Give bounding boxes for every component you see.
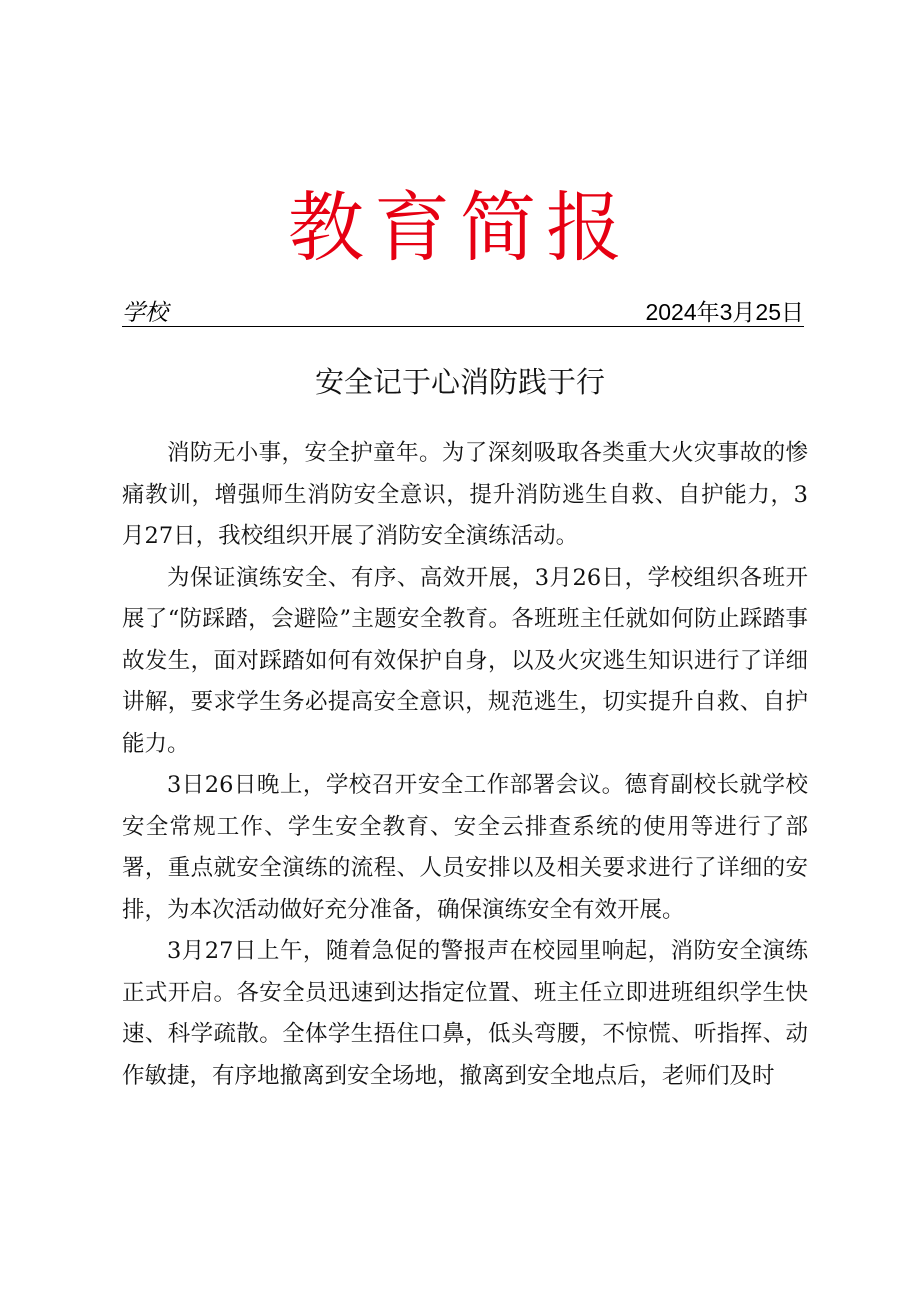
article-body — [122, 433, 808, 1097]
paragraph: 3日26日晚上，学校召开安全工作部署会议。德育副校长就学校安全常规工作、学生安全教育、安全云排查系统的使用等进行了部署，重点就安全演练的流程、人员安排以及相关要求进行了详细的安排，为本次活动做好充分准备，确保演练安全有效开展。 — [122, 772, 808, 923]
issue-line — [122, 292, 804, 327]
article-title: 安全记于心消防践于行 — [314, 365, 605, 399]
paragraph: 消防无小事，安全护童年。为了深刻吸取各类重大火灾事故的惨痛教训，增强师生消防安全意识，提升消防逃生自救、自护能力，3月27日，我校组织开展了消防安全演练活动。 — [122, 440, 808, 549]
paragraph: 3月27日上午，随着急促的警报声在校园里响起，消防安全演练正式开启。各安全员迅速到达指定位置、班主任立即进班组织学生快速、科学疏散。全体学生捂住口鼻，低头弯腰，不惊慌、听指挥、动作敏捷，有序地撤离到安全场地，撤离到安全地点后，老师们及时 — [122, 938, 808, 1089]
masthead-title: 教育简报 — [288, 183, 632, 272]
school-label: 学校 — [122, 299, 168, 325]
issue-date: 2024年3月25日 — [645, 299, 804, 325]
paragraph: 为保证演练安全、有序、高效开展，3月26日，学校组织各班开展了“防踩踏，会避险”主题安全教育。各班班主任就如何防止踩踏事故发生，面对踩踏如何有效保护自身，以及火灾逃生知识进行了详细讲解，要求学生务必提高安全意识，规范逃生，切实提升自救、自护能力。 — [122, 564, 808, 757]
